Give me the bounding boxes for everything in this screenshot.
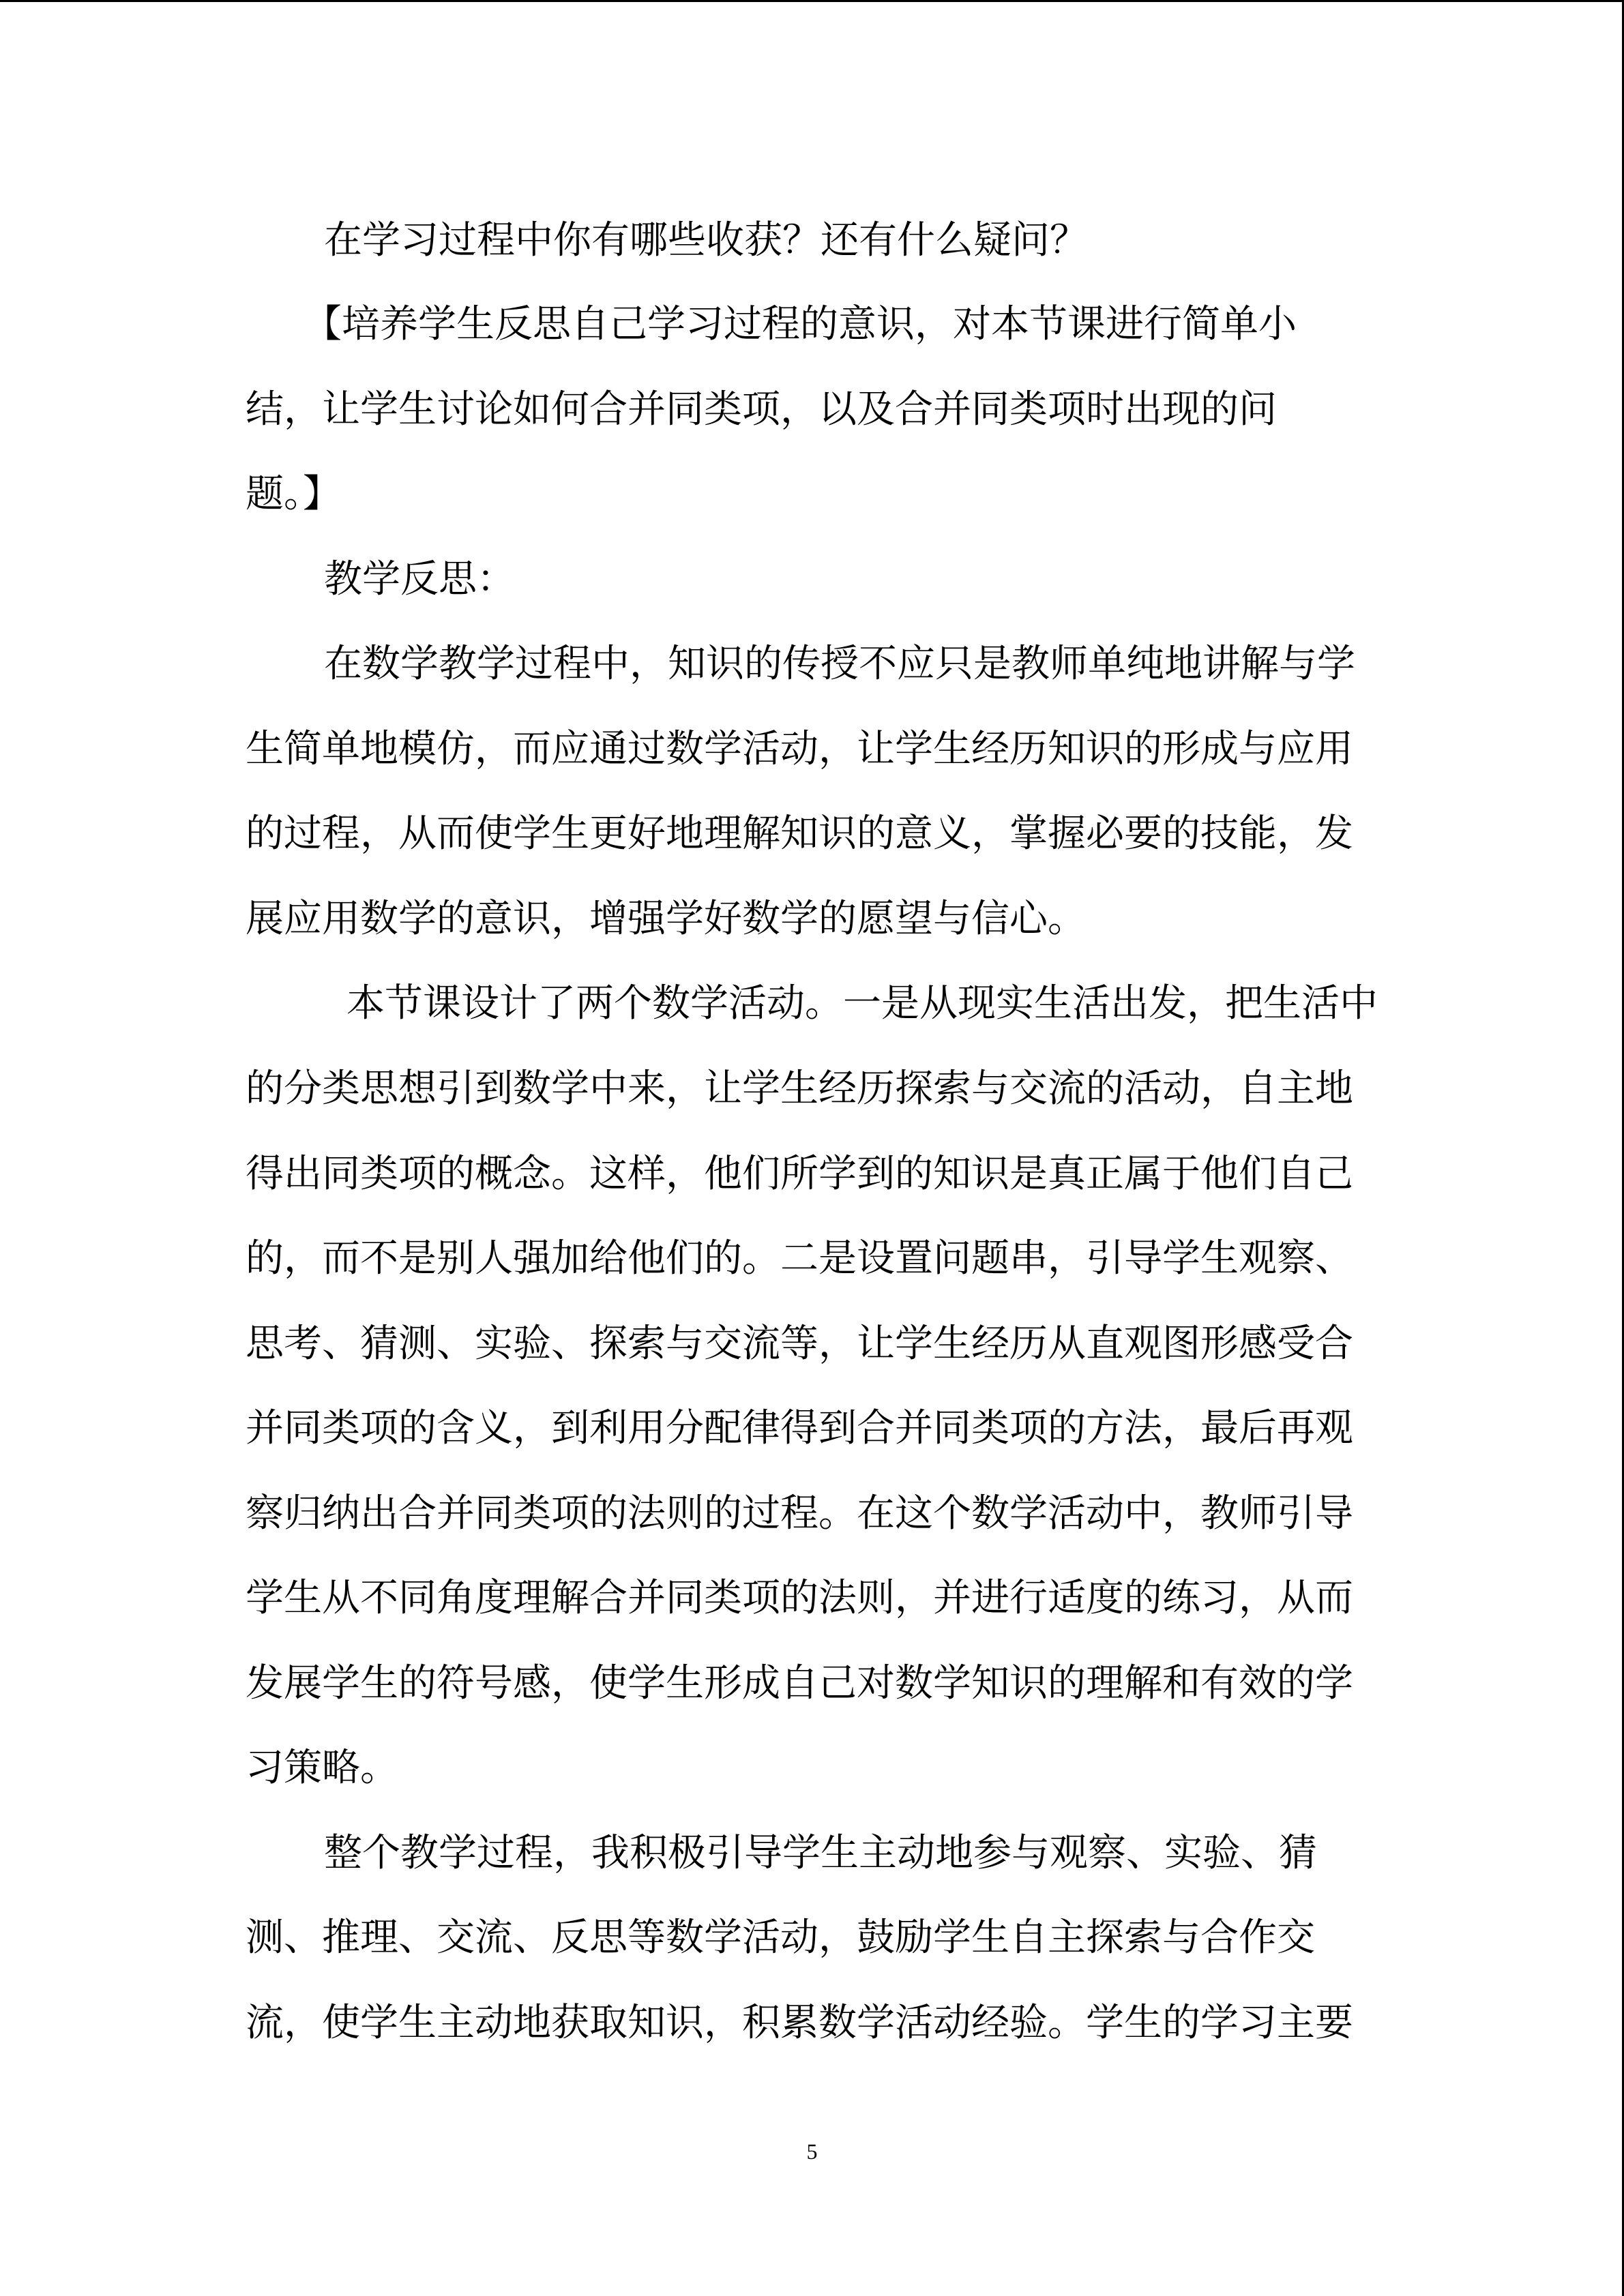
- paragraph-2-line-1: 本节课设计了两个数学活动。一是从现实生活出发，把生活中: [346, 981, 1378, 1026]
- question-line: 在学习过程中你有哪些收获？还有什么疑问？: [324, 218, 1088, 263]
- paragraph-2-line-4: 的，而不是别人强加给他们的。二是设置问题串，引导学生观察、: [246, 1236, 1353, 1281]
- paragraph-1-line-2: 生简单地模仿，而应通过数学活动，让学生经历知识的形成与应用: [246, 727, 1353, 771]
- paragraph-3-line-1: 整个教学过程，我积极引导学生主动地参与观察、实验、猜: [324, 1831, 1317, 1875]
- paragraph-2-line-3: 得出同类项的概念。这样，他们所学到的知识是真正属于他们自己: [246, 1152, 1353, 1196]
- paragraph-2-line-7: 察归纳出合并同类项的法则的过程。在这个数学活动中，教师引导: [246, 1491, 1353, 1536]
- paragraph-2-line-9: 发展学生的符号感，使学生形成自己对数学知识的理解和有效的学: [246, 1661, 1353, 1705]
- section-heading: 教学反思：: [324, 557, 515, 601]
- paragraph-1-line-4: 展应用数学的意识，增强学好数学的愿望与信心。: [246, 897, 1086, 941]
- paragraph-3-line-3: 流，使学生主动地获取知识，积累数学活动经验。学生的学习主要: [246, 2001, 1353, 2045]
- note-line-2: 结，让学生讨论如何合并同类项，以及合并同类项时出现的问: [246, 387, 1277, 432]
- paragraph-1-line-1: 在数学教学过程中，知识的传授不应只是教师单纯地讲解与学: [324, 642, 1355, 686]
- page-number: 5: [806, 2139, 818, 2164]
- paragraph-2-line-8: 学生从不同角度理解合并同类项的法则，并进行适度的练习，从而: [246, 1576, 1353, 1620]
- note-line-1: 【培养学生反思自己学习过程的意识，对本节课进行简单小: [304, 302, 1297, 346]
- paragraph-2-line-2: 的分类思想引到数学中来，让学生经历探索与交流的活动，自主地: [246, 1067, 1353, 1111]
- paragraph-1-line-3: 的过程，从而使学生更好地理解知识的意义，掌握必要的技能，发: [246, 811, 1353, 856]
- paragraph-2-line-10: 习策略。: [246, 1746, 398, 1790]
- note-line-3: 题。】: [246, 472, 341, 516]
- paragraph-2-line-6: 并同类项的含义，到利用分配律得到合并同类项的方法，最后再观: [246, 1406, 1353, 1450]
- paragraph-2-line-5: 思考、猜测、实验、探索与交流等，让学生经历从直观图形感受合: [246, 1322, 1353, 1366]
- paragraph-3-line-2: 测、推理、交流、反思等数学活动，鼓励学生自主探索与合作交: [246, 1915, 1315, 1960]
